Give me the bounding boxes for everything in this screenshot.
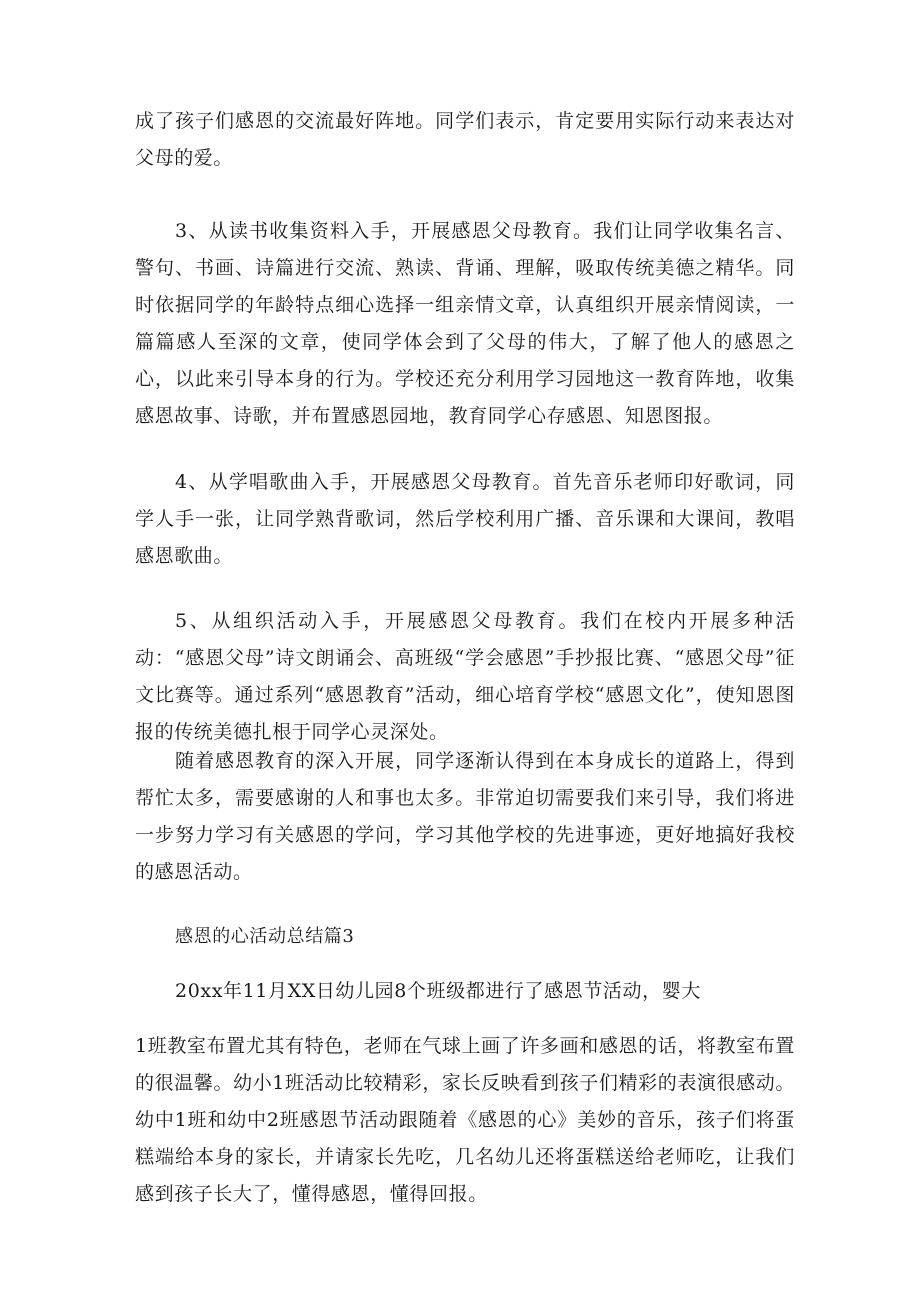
paragraph-item-4: 4、从学唱歌曲入手，开展感恩父母教育。首先音乐老师印好歌词，同学人手一张，让同学熟背歌词，然后学校利用广播、音乐课和大课间，教唱感恩歌曲。 <box>135 471 795 567</box>
paragraph-kindergarten: 1班教室布置尤其有特色，老师在气球上画了许多画和感恩的话，将教室布置的很温馨。幼小1班活动比较精彩，家长反映看到孩子们精彩的表演很感动。幼中1班和幼中2班感恩节活动跟随着《感恩的心》美妙的音乐，孩子们将蛋糕端给本身的家长，并请家长先吃，几名幼儿还将蛋糕送给老师吃，让我们感到孩子长大了，懂得感恩，懂得回报。 <box>135 1035 795 1205</box>
paragraph-date: 20xx年11月XX日幼儿园8个班级都进行了感恩节活动，婴大 <box>175 980 701 1002</box>
section-title: 感恩的心活动总结篇3 <box>175 926 355 947</box>
paragraph-item-5: 5、从组织活动入手，开展感恩父母教育。我们在校内开展多种活动：“感恩父母”诗文朗诵会、高班级“学会感恩”手抄报比赛、“感恩父母”征文比赛等。通过系列“感恩教育”活动，细心培育学校“感恩文化”，使知恩图报的传统美德扎根于同学心灵深处。 <box>135 610 795 743</box>
paragraph-conclusion: 随着感恩教育的深入开展，同学逐渐认得到在本身成长的道路上，得到帮忙太多，需要感谢的人和事也太多。非常迫切需要我们来引导，我们将进一步努力学习有关感恩的学问，学习其他学校的先进事迹，更好地搞好我校的感恩活动。 <box>135 750 795 883</box>
paragraph-continuation: 成了孩子们感恩的交流最好阵地。同学们表示，肯定要用实际行动来表达对父母的爱。 <box>135 110 795 169</box>
paragraph-item-3: 3、从读书收集资料入手，开展感恩父母教育。我们让同学收集名言、警句、书画、诗篇进行交流、熟读、背诵、理解，吸取传统美德之精华。同时依据同学的年龄特点细心选择一组亲情文章，认真组织开展亲情阅读，一篇篇感人至深的文章，使同学体会到了父母的伟大，了解了他人的感恩之心，以此来引导本身的行为。学校还充分利用学习园地这一教育阵地，收集感恩故事、诗歌，并布置感恩园地，教育同学心存感恩、知恩图报。 <box>135 220 795 427</box>
